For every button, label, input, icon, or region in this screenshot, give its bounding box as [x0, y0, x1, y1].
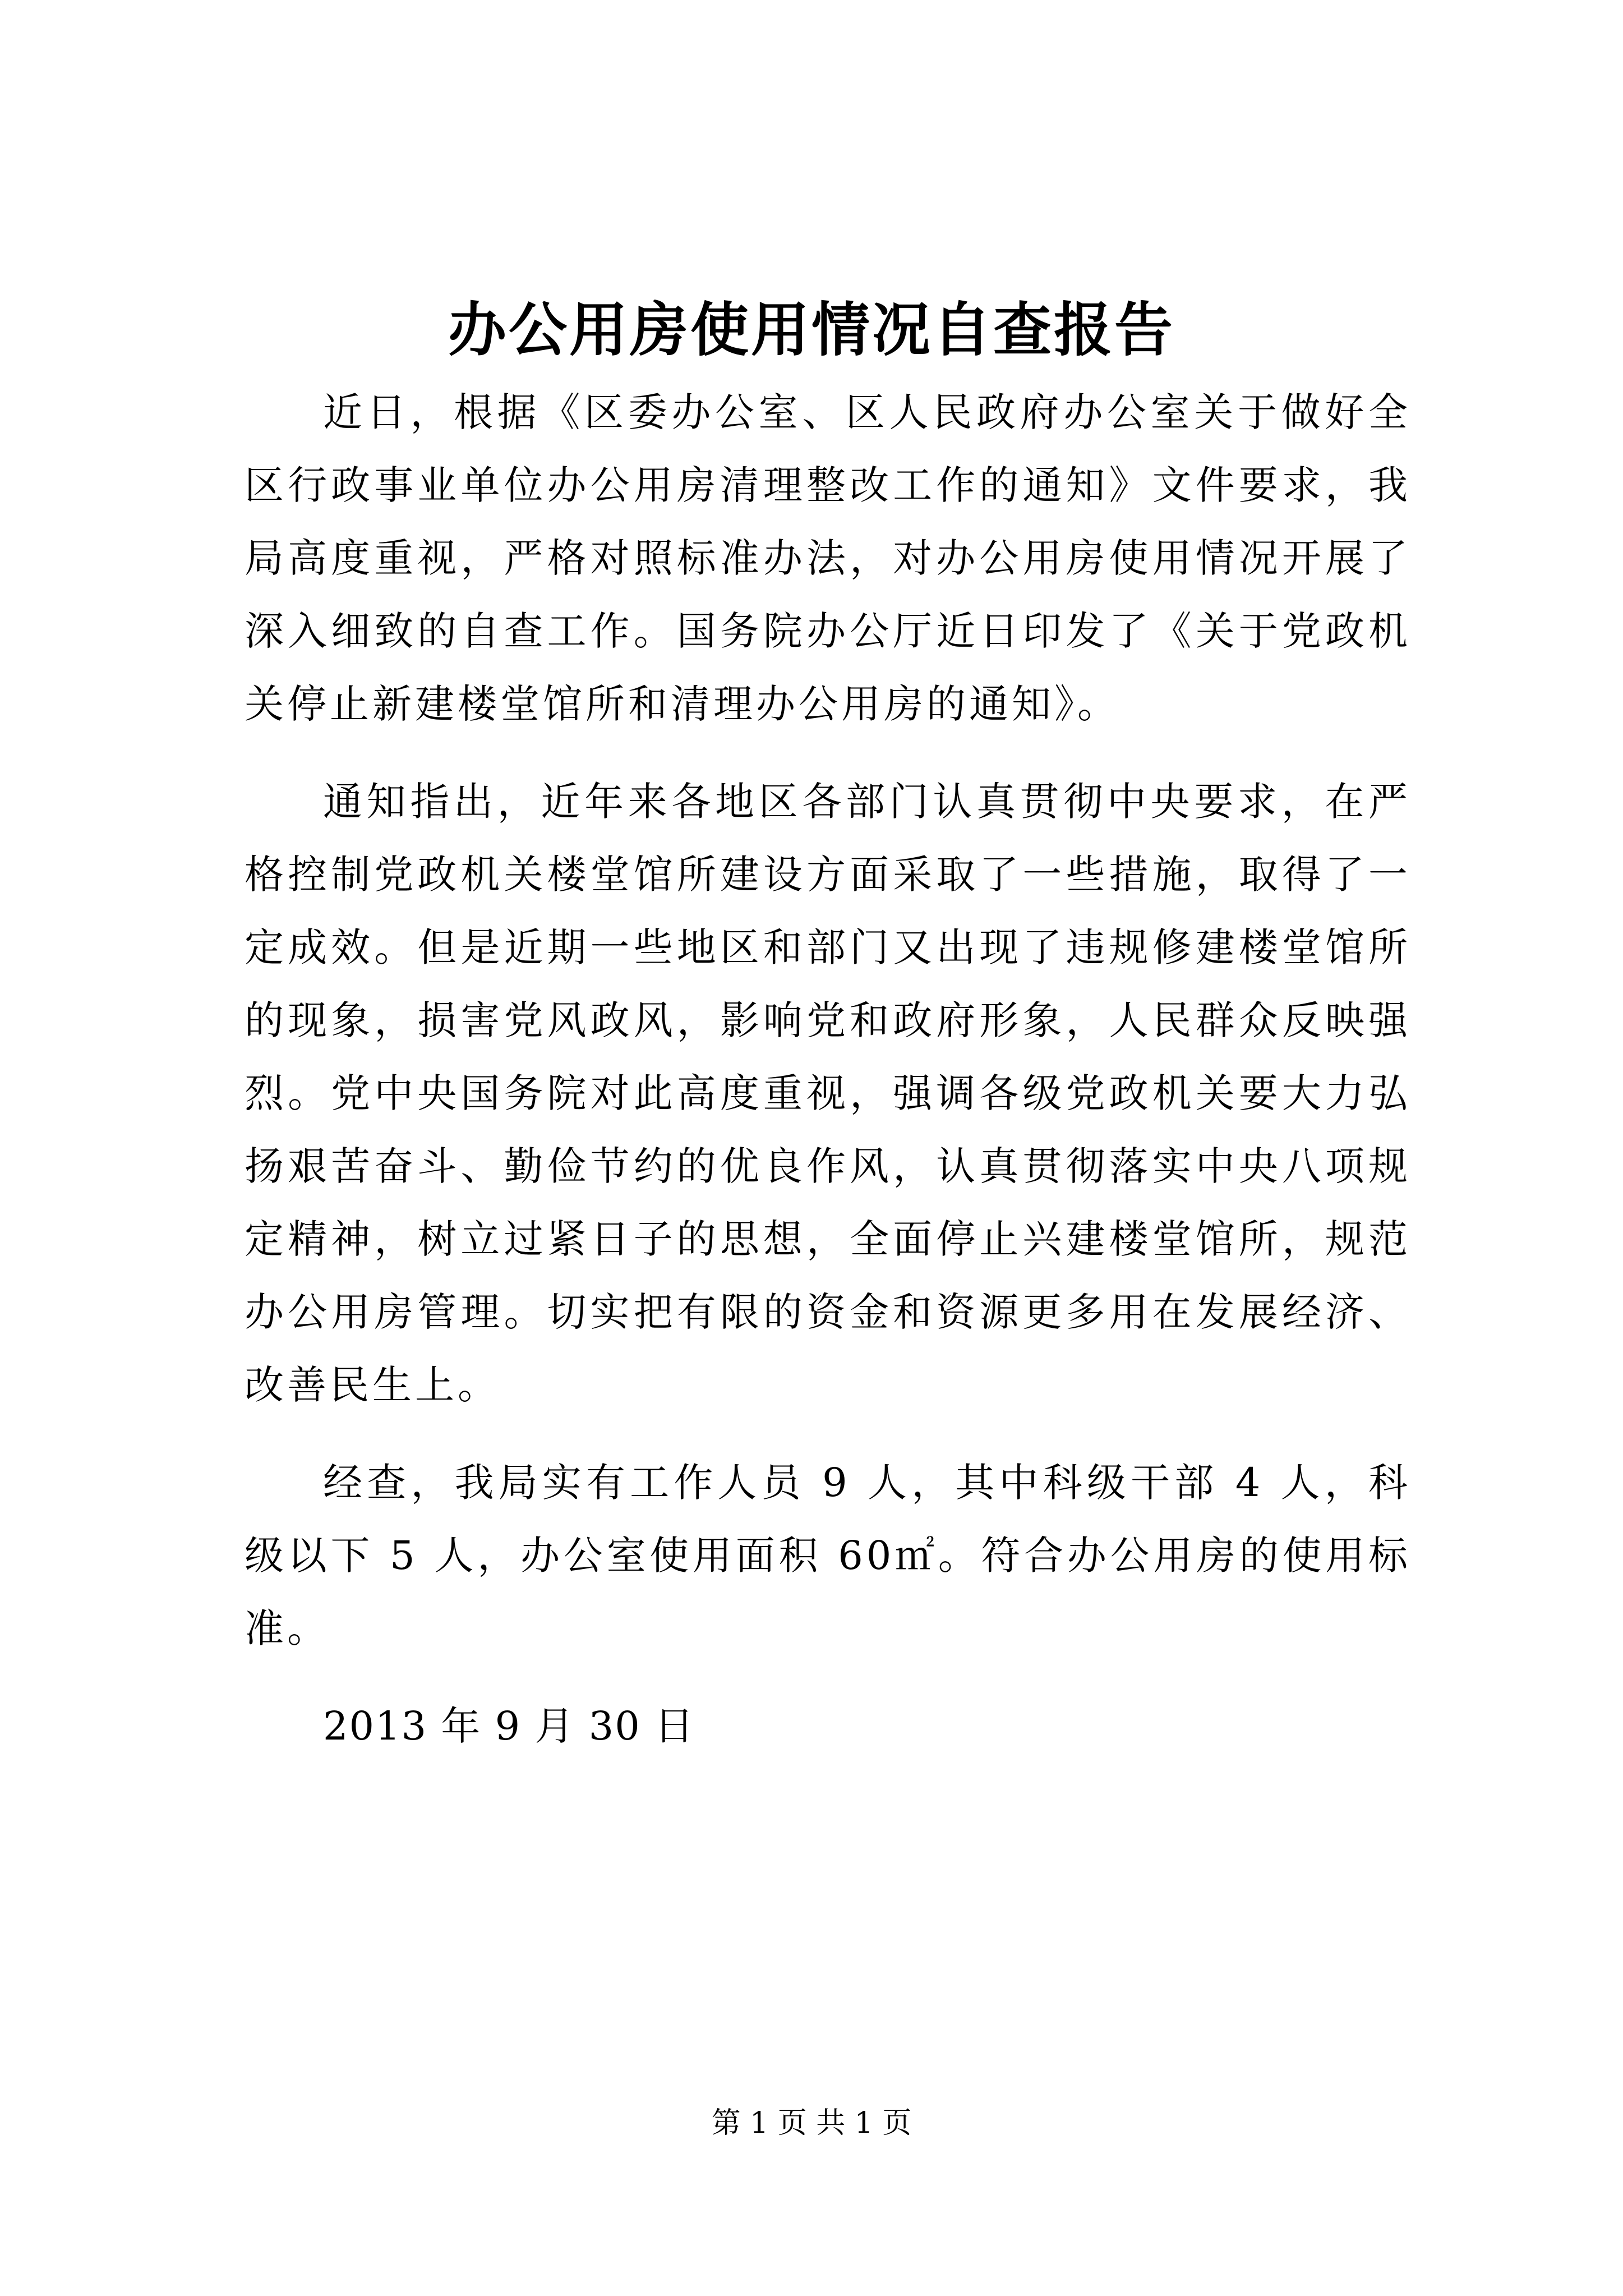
- document-body: [245, 376, 1411, 1787]
- document-date: 2013 年 9 月 30 日: [323, 1703, 695, 1749]
- paragraph-findings: 经查，我局实有工作人员 9 人，其中科级干部 4 人，科级以下 5 人，办公室使用面积 60㎡。符合办公用房的使用标准。: [245, 1460, 1411, 1651]
- page-footer: 第 1 页 共 1 页: [711, 2106, 912, 2140]
- document-title: 办公用房使用情况自查报告: [448, 295, 1175, 364]
- paragraph-notice: 通知指出，近年来各地区各部门认真贯彻中央要求，在严格控制党政机关楼堂馆所建设方面采取了一些措施，取得了一定成效。但是近期一些地区和部门又出现了违规修建楼堂馆所的现象，损害党风政风，影响党和政府形象，人民群众反映强烈。党中央国务院对此高度重视，强调各级党政机关要大力弘扬艰苦奋斗、勤俭节约的优良作风，认真贯彻落实中央八项规定精神，树立过紧日子的思想，全面停止兴建楼堂馆所，规范办公用房管理。切实把有限的资金和资源更多用在发展经济、改善民生上。: [245, 779, 1411, 1408]
- paragraph-intro: 近日，根据《区委办公室、区人民政府办公室关于做好全区行政事业单位办公用房清理整改工作的通知》文件要求，我局高度重视，严格对照标准办法，对办公用房使用情况开展了深入细致的自查工作。国务院办公厅近日印发了《关于党政机关停止新建楼堂馆所和清理办公用房的通知》。: [245, 389, 1411, 727]
